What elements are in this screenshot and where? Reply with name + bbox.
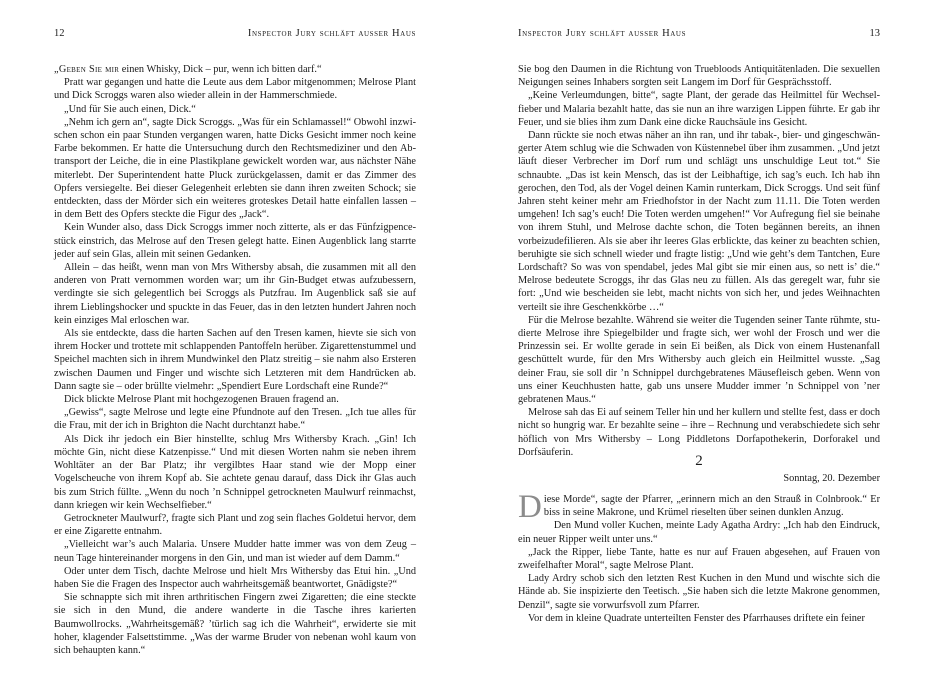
body-text-left [54,63,416,657]
paragraph: Als Dick ihr jedoch ein Bier hinstellte, schlug Mrs Withersby Krach. „Gin! Ich möchte Gin, nicht diese Katzenpisse.“ Und mit diesen Worten nahm sie neben ihrem Wohltäter an der Bar Platz; ihr vergilbtes Haar stand wie der Mopp einer Vogelscheuche von ihrem Kopf ab. Sie achtete genau darauf, dass Dick ihr Glas auch bis zum Strich füllte. „Wenn du noch ’n Schnippel getrockneten Maulwurf reinmachst, dann kriegen wir kein Wechselfieber.“ [54,433,416,511]
paragraph: Für die Melrose bezahlte. Während sie weiter die Tugenden seiner Tante rühmte, studierte Melrose ihre Spiegelbilder und fragte sich, wer wohl der Frosch und wer die Prinzessin sei. Er wollte gerade in sein Ei beißen, als Dick von einem Hustenanfall geschüttelt wurde, für den Mrs Withersby auch gleich ein Heilmittel wusste. „Sag deiner Frau, sie soll dir ’n Schnippel durchgebratenes Mäusefleisch geben. Wenn von uns einer Keuchhusten hatte, gab uns unsere Mudder immer ’n Schnippel von ’ner gebratenen Maus.“ [518,314,880,406]
paragraph: Oder unter dem Tisch, dachte Melrose und hielt Mrs Withersby das Etui hin. „Und haben Sie die Fragen des Inspector auch wahrheitsgemäß beantwortet, Gnädigste?“ [54,565,416,590]
paragraph: „Gewiss“, sagte Melrose und legte eine Pfundnote auf den Tresen. „Ich tue alles für die Frau, mit der ich in Brighton die Nacht durchtanzt habe.“ [54,407,416,432]
opening-small-caps: „Geben Sie mir [54,64,120,75]
body-text-right [518,63,880,459]
paragraph: „Vielleicht war’s auch Malaria. Unsere Mudder hatte immer was von dem Zeug – neun Tage hintereinander morgens in den Gin, und man ist wieder auf dem Damm.“ [54,539,416,564]
chapter-number: 2 [695,453,703,469]
paragraph: „Nehm ich gern an“, sagte Dick Scroggs. „Was für ein Schlamassel!“ Obwohl inzwischen schon ein paar Stunden vergangen waren, hatte Dicks Gesicht immer noch keine Farbe bekommen. Er hatte die Untersuchung durch den Rechtsmediziner und den Abtransport der Leiche, die in eine Plastikplane gewickelt worden war, aus nächster Nähe miterlebt. Der Superintendent hatte Pluck zurückgelassen, damit er das Zimmer des Opfers versiegelte. Bei dieser Gelegenheit erlebten sie dann ihren zweiten Schock; sie entdeckten, dass der Mörder sich ein weiteres groteskes Detail hatte einfallen lassen – in dem Bett des Opfers steckte die Figur des „Jack“. [54,116,416,221]
paragraph: Getrockneter Maulwurf?, fragte sich Plant und zog sein flaches Goldetui hervor, dem er eine Zigarette entnahm. [54,512,416,538]
paragraph: Allein – das heißt, wenn man von Mrs Withersby absah, die zusammen mit all den anderen von Pratt vernommen worden war; um ihr Gin-Budget etwas aufzubessern, verdingte sie sich gelegentlich bei Scroggs als Putzfrau. Im Augenblick saß sie auf ihrem Lieblingshocker und spuckte in das Feuer, das in den letzten hundert Jahren noch kein einziges Mal erloschen war. [54,262,416,326]
right-page [518,0,880,680]
paragraph: Pratt war gegangen und hatte die Leute aus dem Labor mitgenommen; Melrose Plant und Dick Scroggs waren also wieder allein in der Hammerschmiede. [54,77,416,102]
running-head-title: Inspector Jury schläft ausser Haus [247,28,416,39]
left-page [54,0,416,680]
chapter-first-paragraph: Diese Morde“, sagte der Pfarrer, „erinnern mich an den Strauß in Colnbrook.“ Er biss in seine Makrone, und Krümel rieselten über seinen dunklen Anzug. [518,489,880,525]
paragraph: Den Mund voller Kuchen, meinte Lady Agatha Ardry: „Ich hab den Eindruck, ein neuer Ripper weilt unter uns.“ [518,520,880,545]
paragraph: Sie bog den Daumen in die Richtung von Truebloods Antiquitätenladen. Die sexuellen Neigungen seines Inhabers sorgten seit Langem im Dorf für Gesprächsstoff. [518,64,880,89]
paragraph: Sie schnappte sich mit ihren arthritischen Fingern zwei Zigaretten; die eine steckte sie sich in den Mund, die andere wanderte in die Tasche ihres karierten Baumwollrocks. „Wahrheitsgemäß? ’türlich sag ich die Wahrheit“, erwiderte sie mit hoher, klagender Falsettstimme. „Was der warme Bruder von nebenan wohl kaum von sich behaupten kann.“ [54,592,416,656]
paragraph: Lady Ardry schob sich den letzten Rest Kuchen in den Mund und wischte sich die Hände ab. Sie inspizierte den Teetisch. „Sie haben sich die letzte Makrone genommen, Denzil“, sagte sie vorwurfsvoll zum Pfarrer. [518,573,880,611]
page-number: 12 [54,28,65,39]
running-head-left [54,27,416,41]
paragraph: Dick blickte Melrose Plant mit hochgezogenen Brauen fragend an. [64,394,339,406]
paragraph: Melrose sah das Ei auf seinem Teller hin und her kullern und stellte fest, dass er doch nicht so hungrig war. Er bezahlte seine – ihre – Rechnung und verabschiedete sich sehr höflich von Mrs Withersby – Long Piddletons Dorfapothekerin, Dorforakel und Dorfsäuferin. [518,407,880,458]
paragraph: Dann rückte sie noch etwas näher an ihn ran, und ihr tabak-, bier- und gingeschwängerter Atem schlug wie die Schwaden von Küstennebel über ihm zusammen. „Und jetzt läuft dieser Verbrecher im Dorf rum und schlägt uns unschuldige Leut tot.“ Sie schnaubte. „Das ist kein Mensch, das ist der Leibhaftige, ich sag’s euch. Ich hab ihn gerochen, den Tod, als der Vogel deinen Kamin runterkam, Dick Scroggs. Und seit fünf Jahren steht keiner mehr am Friedhofstor in der Nacht zum 11.11. Die Toten werden umgehen! Ich sag’s euch! Die Toten werden umgehen!“ Vor Aufregung fiel sie beinahe von ihrem Stuhl, und Melrose dachte schon, die Toten begännen bereits, an ihnen vorbeizudefilieren. Als sie aber ihr leeres Glas erblickte, das keiner zu beachten schien, beruhigte sie sich schnell wieder und fragte listig: „Und wie geht’s dem Tantchen, Eure Lordschaft? So was von spendabel, jedes Mal gibt sie mir einen aus, so nett is’ die.“ Melrose bedeutete Scroggs, ihr das Glas neu zu füllen. Als das geregelt war, fuhr sie fort: „Und wie bescheiden sie lebt, macht nichts von sich her, und jedes Weihnachten verteilt sie ihre Geschenkkörbe …“ [518,130,880,313]
drop-cap: D [518,489,542,525]
paragraph: „Geben Sie mir einen Whisky, Dick – pur, wenn ich bitten darf.“ [54,64,322,75]
page-number: 13 [869,28,880,39]
running-head-right [518,27,880,41]
paragraph: „Keine Verleumdungen, bitte“, sagte Plant, der gerade das Heilmittel für Wechselfieber und Malaria bezahlt hatte, das sie nun an ihre warzigen Lippen führte. Er gab ihr Feuer, und sie blies ihm zum Dank eine dicke Rauchsäule ins Gesicht. [518,90,880,128]
paragraph: Als sie entdeckte, dass die harten Sachen auf den Tresen kamen, hievte sie sich von ihrem Hocker und trottete mit schlappenden Pantoffeln herüber. Zigarettenstummel und Speichel machten sich in ihrem Mundwinkel den Platz streitig – sie nahm also Ersteren zwischen Daumen und Finger und wischte sich Letzteren mit dem Handrücken ab. Dann sagte sie – oder brüllte vielmehr: „Spendiert Eure Lordschaft eine Runde?“ [54,328,416,392]
running-head-title: Inspector Jury schläft ausser Haus [518,28,687,39]
chapter-body [518,489,880,625]
chapter-date: Sonntag, 20. Dezember [783,473,880,484]
paragraph: Kein Wunder also, dass Dick Scroggs immer noch zitterte, als er das Fünfzigpencestück einstrich, das Melrose auf den Tresen gelegt hatte. Einen Augenblick lang starrte jeder auf sein Glas, allein mit seinen Gedanken. [54,222,416,260]
paragraph: Vor dem in kleine Quadrate unterteilten Fenster des Pfarrhauses driftete ein feiner [528,612,865,624]
paragraph: „Und für Sie auch einen, Dick.“ [64,103,196,115]
paragraph: „Jack the Ripper, liebe Tante, hatte es nur auf Frauen abgesehen, auf Frauen von zweifelhafter Moral“, sagte Melrose Plant. [518,546,880,572]
